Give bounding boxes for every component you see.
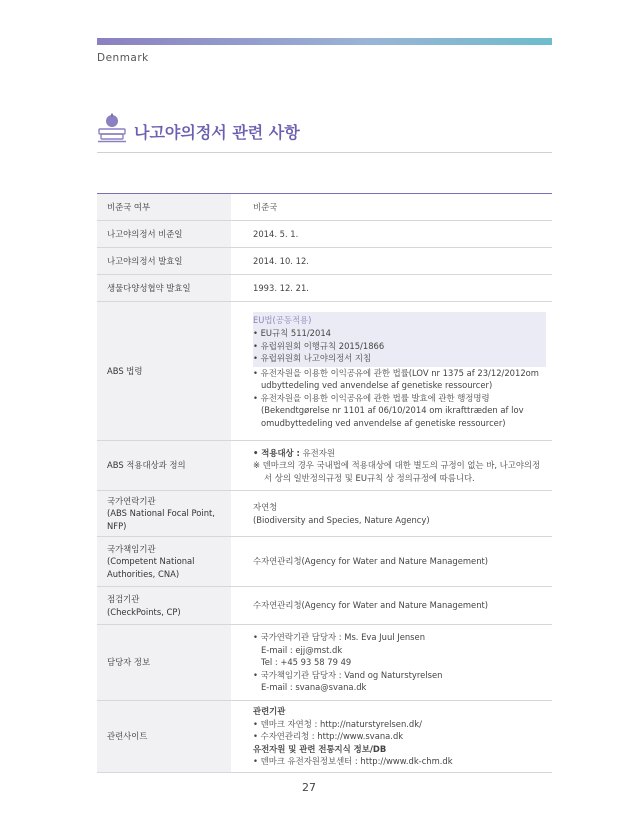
table-row [97,248,552,275]
row-label: 관련사이트 [97,701,231,773]
list-item: • 유전자원을 이용한 이익공유에 관한 법률(LOV nr 1375 af 23/12/2012om udbyttedeling ved anvendelse af genetiske ressourcer) [253,367,539,391]
row-value [231,441,552,491]
list-item: • 국가연락기관 담당자 : Ms. Eva Juul Jensen [253,632,426,643]
site-link[interactable]: • 수자연관리청 : http://www.svana.dk [253,731,404,742]
list-item: • 유전자원을 이용한 이익공유에 관한 법률 발효에 관한 행정명령(Bekendtgørelse nr 1101 af 06/10/2014 om ikrafttræden af lov omudbyttedeling ved anvendelse af genetiske ressourcer) [253,392,524,429]
label-line: 국가연락기관 [107,495,156,506]
row-label [97,587,231,625]
contact-phone: Tel : +45 93 58 79 49 [261,657,352,668]
list-item: • 유럽위원회 나고야의정서 지침 [253,353,372,364]
row-value [231,701,552,773]
row-label: 나고야의정서 발효일 [97,248,231,275]
row-value: 2014. 10. 12. [231,248,552,275]
book-apple-icon [97,112,127,144]
scope-bullet-text: 유전자원 [299,447,335,458]
table-row [97,537,552,587]
row-value: 비준국 [231,194,552,221]
site-link[interactable]: • 덴마크 자연청 : http://naturstyrelsen.dk/ [253,718,422,729]
table-row [97,625,552,701]
contact-email: E-mail : ejj@mst.dk [261,644,343,655]
value-line: (Biodiversity and Species, Nature Agency) [253,514,430,525]
label-line: NFP) [107,520,127,531]
table-row [97,302,552,441]
label-line: 국가책임기관 [107,543,156,554]
row-value [231,302,552,441]
row-value: 수자연관리청(Agency for Water and Nature Management) [231,587,552,625]
row-label [97,537,231,587]
list-item: • EU규칙 511/2014 [253,327,331,338]
row-value [231,625,552,701]
scope-bullet-label: • 적용대상 : [253,447,300,458]
row-label: 생물다양성협약 발효일 [97,275,231,302]
eu-law-heading: EU법(공동적용) [253,315,312,326]
row-value [231,491,552,537]
row-value: 1993. 12. 21. [231,275,552,302]
table-row [97,587,552,625]
info-table [97,193,552,773]
header-accent-bar [97,38,552,45]
page-number: 27 [302,781,316,794]
row-label [97,491,231,537]
row-label: 나고야의정서 비준일 [97,221,231,248]
label-line: 점검기관 [107,593,140,604]
row-label: 비준국 여부 [97,194,231,221]
label-line: (Competent National [107,556,195,567]
table-row [97,701,552,773]
label-line: (ABS National Focal Point, [107,508,215,519]
country-name: Denmark [97,52,149,64]
table-row [97,194,552,221]
eu-law-box [253,312,546,366]
row-label: ABS 적용대상과 정의 [97,441,231,491]
row-value: 2014. 5. 1. [231,221,552,248]
sites-heading: 유전자원 및 관련 전통지식 정보/DB [253,743,387,754]
table-row [97,221,552,248]
site-link[interactable]: • 덴마크 유전자원정보센터 : http://www.dk-chm.dk [253,756,453,767]
table-row [97,441,552,491]
section-header [97,110,552,153]
sites-heading: 관련기관 [253,706,286,717]
row-value: 수자연관리청(Agency for Water and Nature Management) [231,537,552,587]
section-title: 나고야의정서 관련 사항 [134,123,300,142]
list-item: • 국가책임기관 담당자 : Vand og Naturstyrelsen [253,669,443,680]
table-row [97,491,552,537]
table-row [97,275,552,302]
value-line: 자연청 [253,501,278,512]
label-line: (CheckPoints, CP) [107,606,181,617]
contact-email: E-mail : svana@svana.dk [261,682,367,693]
label-line: Authorities, CNA) [107,568,180,579]
row-label: ABS 법령 [97,302,231,441]
list-item: • 유럽위원회 이행규칙 2015/1866 [253,340,385,351]
row-label: 담당자 정보 [97,625,231,701]
scope-note: ※ 덴마크의 경우 국내법에 적용대상에 대한 별도의 규정이 없는 바, 나고야의정서 상의 일반정의규정 및 EU규칙 상 정의규정에 따름니다. [253,460,541,483]
